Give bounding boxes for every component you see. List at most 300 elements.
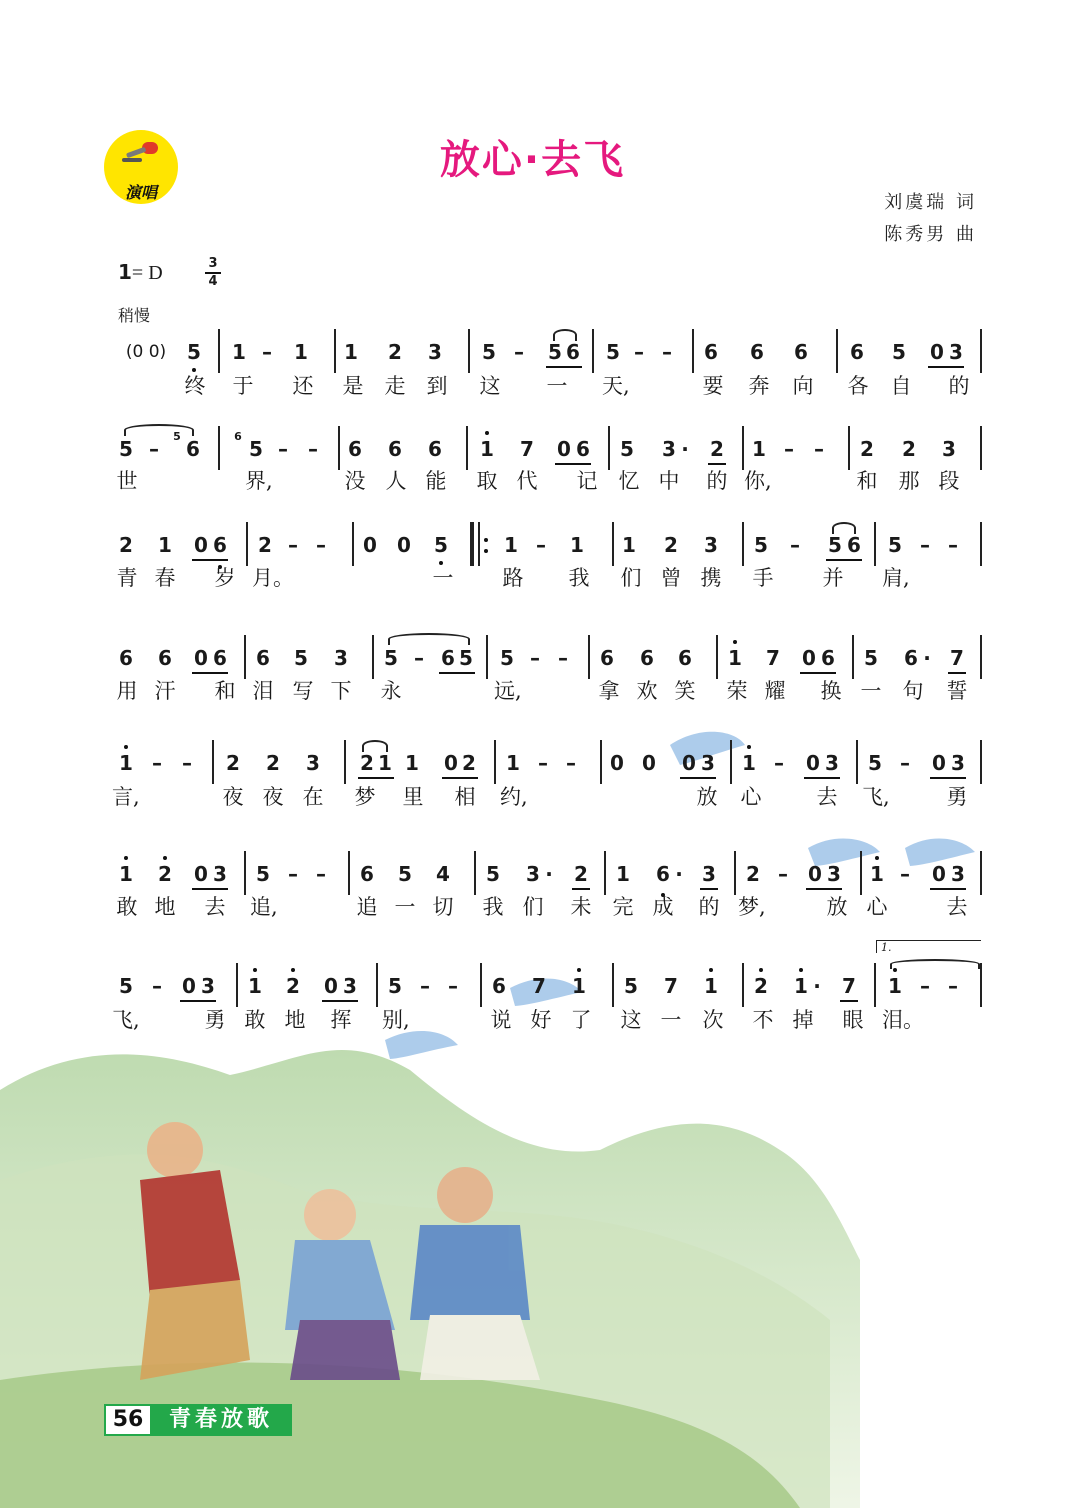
note: 2 [258, 533, 272, 557]
note: – [288, 862, 298, 886]
lyric: 路 [502, 566, 524, 590]
page-number: 56 [104, 1404, 152, 1436]
lyric: 的 [706, 469, 728, 493]
section-label: 青春放歌 [150, 1404, 292, 1436]
note: 0 [806, 751, 820, 775]
notation-line-2 [0, 432, 1065, 466]
note: 6 [256, 646, 270, 670]
lyric: 天, [602, 374, 630, 398]
note: 5 [482, 340, 496, 364]
lyric: 段 [938, 469, 960, 493]
lyric: 泪。 [882, 1008, 924, 1032]
note: 5 [256, 862, 270, 886]
note: 5 [388, 974, 402, 998]
lyric: 眼 [842, 1008, 864, 1032]
note: – [288, 533, 298, 557]
note: 2 [902, 437, 916, 461]
note: – [316, 533, 326, 557]
note: 0 [324, 974, 338, 998]
time-signature-bottom: 4 [208, 273, 218, 289]
note: 6 [428, 437, 442, 461]
note: 7 [520, 437, 534, 461]
note: – [530, 646, 540, 670]
lyric: 挥 [330, 1008, 352, 1032]
note: 1 [870, 862, 884, 886]
key-signature [118, 260, 163, 285]
lyric: 约, [500, 785, 528, 809]
lyric: 相 [454, 785, 476, 809]
lyric: 一 [860, 679, 882, 703]
note: 6 [213, 533, 227, 557]
note: 2 [388, 340, 402, 364]
note: 5 [606, 340, 620, 364]
note: 6 [794, 340, 808, 364]
lyric: 记 [576, 469, 598, 493]
note: – [420, 974, 430, 998]
notation-line-5 [0, 746, 1065, 780]
lyric: 你, [744, 469, 772, 493]
lyric: 在 [302, 785, 324, 809]
lyric: 远, [494, 679, 522, 703]
note: 2 [860, 437, 874, 461]
lyricist-credit: 刘虞瑞 词 [884, 192, 977, 213]
lyric: 取 [476, 469, 498, 493]
lyric: 好 [530, 1008, 552, 1032]
note: – [900, 862, 910, 886]
lyric: 次 [702, 1008, 724, 1032]
lyric: 人 [385, 469, 407, 493]
lyric: 敢 [116, 895, 138, 919]
key-prefix: 1 [118, 260, 132, 284]
lyric: 肩, [882, 566, 910, 590]
note: 0 [397, 533, 411, 557]
note: – [308, 437, 318, 461]
note: 0 [808, 862, 822, 886]
lyric: 月。 [252, 566, 294, 590]
note: 3 [951, 862, 965, 886]
note: 5 [754, 533, 768, 557]
lyric: 去 [204, 895, 226, 919]
note: 5 [187, 340, 201, 364]
note: 2 [226, 751, 240, 775]
note: 4 [436, 862, 450, 886]
note: 1 [570, 533, 584, 557]
note: 0 [642, 751, 656, 775]
lyric: 于 [232, 374, 254, 398]
lyric: 一 [546, 374, 568, 398]
note: – [262, 340, 272, 364]
grace-note: 6 [234, 430, 242, 443]
time-signature [205, 257, 221, 289]
note: – [448, 974, 458, 998]
note: 2 [158, 862, 172, 886]
note: 6 [441, 646, 455, 670]
note: 6 [750, 340, 764, 364]
lyric: 用 [116, 679, 138, 703]
lyric: 界, [245, 469, 273, 493]
note: 0 [932, 862, 946, 886]
lyric: 我 [568, 566, 590, 590]
notation-line-3 [0, 528, 1065, 562]
lyric-line-3 [0, 565, 1065, 591]
note: 3 [825, 751, 839, 775]
note: 5 [892, 340, 906, 364]
tempo-marking: 稍慢 [118, 306, 151, 325]
lyric-line-4 [0, 678, 1065, 704]
lyric: 携 [700, 566, 722, 590]
note: 1 [794, 974, 808, 998]
lyric: 代 [516, 469, 538, 493]
lyric: 句 [902, 679, 924, 703]
lyric: 完 [612, 895, 634, 919]
lyric: 夜 [262, 785, 284, 809]
lyric-line-6 [0, 894, 1065, 920]
volta-label: 1. [881, 941, 892, 954]
notation-line-4 [0, 641, 1065, 675]
note: 3 [428, 340, 442, 364]
lyric: 没 [344, 469, 366, 493]
lyric: 的 [698, 895, 720, 919]
lyric: 去 [946, 895, 968, 919]
note: 1 [752, 437, 766, 461]
lyric-line-7 [0, 1007, 1065, 1033]
lyric: 忆 [618, 469, 640, 493]
note: 3 [951, 751, 965, 775]
note: 1 [506, 751, 520, 775]
note: 5 [398, 862, 412, 886]
note: 1 [378, 751, 392, 775]
note: 1 [704, 974, 718, 998]
lyric: 飞, [862, 785, 890, 809]
note: 3 [213, 862, 227, 886]
lyric: 下 [330, 679, 352, 703]
note: 7 [664, 974, 678, 998]
notation-line-6 [0, 857, 1065, 891]
note: 6 [847, 533, 861, 557]
lyric-line-5 [0, 784, 1065, 810]
lyric: 心 [740, 785, 762, 809]
note: 1 [622, 533, 636, 557]
dot: · [923, 646, 931, 670]
note: 2 [574, 862, 588, 886]
lyric: 们 [522, 895, 544, 919]
dot: · [545, 862, 553, 886]
lyric: 一 [432, 566, 454, 590]
note: – [152, 751, 162, 775]
lyric: 梦 [354, 785, 376, 809]
lyric: 地 [154, 895, 176, 919]
lyric: 世 [116, 469, 138, 493]
note: – [948, 974, 958, 998]
grace-note: 5 [173, 430, 181, 443]
note: 1 [344, 340, 358, 364]
note: – [774, 751, 784, 775]
lyric: 曾 [660, 566, 682, 590]
lyric: 自 [890, 374, 912, 398]
note: 3 [701, 751, 715, 775]
lyric: 说 [490, 1008, 512, 1032]
note: 3 [662, 437, 676, 461]
lyric: 不 [752, 1008, 774, 1032]
note: 5 [384, 646, 398, 670]
lyric: 里 [402, 785, 424, 809]
note: 1 [232, 340, 246, 364]
note: 0 [557, 437, 571, 461]
lyric: 奔 [748, 374, 770, 398]
lyric: 放 [696, 785, 718, 809]
note: – [814, 437, 824, 461]
lyric: 要 [702, 374, 724, 398]
note: 3 [526, 862, 540, 886]
note: – [414, 646, 424, 670]
note: 0 [802, 646, 816, 670]
note: 6 [213, 646, 227, 670]
note: 5 [486, 862, 500, 886]
note: 6 [656, 862, 670, 886]
note: 2 [286, 974, 300, 998]
note: – [900, 751, 910, 775]
note: 7 [842, 974, 856, 998]
lyric: 欢 [636, 679, 658, 703]
lyric: 勇 [946, 785, 968, 809]
note: 1 [572, 974, 586, 998]
note: – [566, 751, 576, 775]
note: 6 [360, 862, 374, 886]
lyric: 敢 [244, 1008, 266, 1032]
note: 6 [600, 646, 614, 670]
note: 5 [119, 974, 133, 998]
pickup-rests: (0 0) [125, 342, 167, 362]
note: – [278, 437, 288, 461]
note: 6 [821, 646, 835, 670]
note: 6 [576, 437, 590, 461]
note: 0 [610, 751, 624, 775]
composer-credit: 陈秀男 曲 [884, 224, 977, 245]
lyric: 成 [652, 895, 674, 919]
lyric: 春 [154, 566, 176, 590]
lyric: 拿 [598, 679, 620, 703]
lyric: 放 [826, 895, 848, 919]
note: 2 [664, 533, 678, 557]
lyric: 写 [292, 679, 314, 703]
lyric: 一 [394, 895, 416, 919]
note: 1 [248, 974, 262, 998]
lyric: 手 [752, 566, 774, 590]
note: 6 [678, 646, 692, 670]
lyric: 我 [482, 895, 504, 919]
lyric-line-2 [0, 468, 1065, 494]
note: 7 [532, 974, 546, 998]
note: – [778, 862, 788, 886]
note: 6 [640, 646, 654, 670]
note: 1 [158, 533, 172, 557]
notation-line-7 [0, 969, 1065, 1003]
note: 6 [566, 340, 580, 364]
lyric: 那 [898, 469, 920, 493]
lyric: 心 [866, 895, 888, 919]
lyric: 能 [425, 469, 447, 493]
lyric-line-1 [0, 373, 1065, 399]
note: 3 [827, 862, 841, 886]
lyric: 追, [250, 895, 278, 919]
lyric: 岁 [214, 566, 236, 590]
dot: · [675, 862, 683, 886]
lyric: 汗 [154, 679, 176, 703]
time-signature-top: 3 [208, 256, 218, 271]
lyric: 终 [184, 374, 206, 398]
lyric: 追 [356, 895, 378, 919]
lyric: 各 [847, 374, 869, 398]
note: 3 [343, 974, 357, 998]
lyric: 这 [620, 1008, 642, 1032]
note: 6 [388, 437, 402, 461]
lyric: 是 [342, 374, 364, 398]
lyric: 切 [432, 895, 454, 919]
notation-line-1 [0, 335, 1065, 369]
note: 5 [434, 533, 448, 557]
note: 1 [616, 862, 630, 886]
note: 1 [405, 751, 419, 775]
lyric: 夜 [222, 785, 244, 809]
lyric: 和 [856, 469, 878, 493]
lyric: 梦, [738, 895, 766, 919]
note: 2 [462, 751, 476, 775]
lyric: 和 [214, 679, 236, 703]
note: 7 [950, 646, 964, 670]
note: 2 [710, 437, 724, 461]
lyric: 向 [792, 374, 814, 398]
lyric: 泪 [252, 679, 274, 703]
note: 5 [868, 751, 882, 775]
note: 5 [620, 437, 634, 461]
note: – [920, 533, 930, 557]
note: 0 [930, 340, 944, 364]
note: 5 [459, 646, 473, 670]
note: – [152, 974, 162, 998]
lyric: 别, [382, 1008, 410, 1032]
note: 0 [194, 646, 208, 670]
note: – [538, 751, 548, 775]
lyric: 到 [426, 374, 448, 398]
note: – [514, 340, 524, 364]
note: – [662, 340, 672, 364]
note: 2 [119, 533, 133, 557]
note: 5 [249, 437, 263, 461]
note: – [948, 533, 958, 557]
note: 7 [766, 646, 780, 670]
note: 3 [942, 437, 956, 461]
note: 3 [949, 340, 963, 364]
note: – [536, 533, 546, 557]
lyric: 还 [292, 374, 314, 398]
note: 2 [266, 751, 280, 775]
note: 3 [306, 751, 320, 775]
lyric: 这 [479, 374, 501, 398]
note: 2 [360, 751, 374, 775]
note: 3 [334, 646, 348, 670]
note: 5 [500, 646, 514, 670]
badge-label: 演唱 [124, 183, 157, 202]
lyric: 誓 [946, 679, 968, 703]
note: – [316, 862, 326, 886]
lyric: 笑 [674, 679, 696, 703]
note: 0 [194, 533, 208, 557]
lyric: 了 [570, 1008, 592, 1032]
note: – [634, 340, 644, 364]
key-rest: = D [131, 262, 163, 284]
note: 1 [480, 437, 494, 461]
lyric: 去 [816, 785, 838, 809]
note: 5 [548, 340, 562, 364]
lyric: 飞, [112, 1008, 140, 1032]
note: – [182, 751, 192, 775]
note: 1 [742, 751, 756, 775]
lyric: 青 [116, 566, 138, 590]
note: 1 [119, 751, 133, 775]
note: 0 [682, 751, 696, 775]
lyric: 勇 [204, 1008, 226, 1032]
note: 6 [119, 646, 133, 670]
lyric: 们 [620, 566, 642, 590]
note: 6 [850, 340, 864, 364]
lyric: 一 [660, 1008, 682, 1032]
note: – [558, 646, 568, 670]
note: – [784, 437, 794, 461]
note: 0 [444, 751, 458, 775]
song-title: 放心·去飞 [439, 137, 626, 183]
note: 2 [746, 862, 760, 886]
note: 5 [119, 437, 133, 461]
lyric: 地 [284, 1008, 306, 1032]
note: 0 [182, 974, 196, 998]
lyric: 的 [948, 374, 970, 398]
lyric: 掉 [792, 1008, 814, 1032]
lyric: 走 [384, 374, 406, 398]
note: 5 [294, 646, 308, 670]
note: 0 [363, 533, 377, 557]
note: 6 [492, 974, 506, 998]
lyric: 荣 [726, 679, 748, 703]
note: – [920, 974, 930, 998]
note: 6 [704, 340, 718, 364]
note: 5 [888, 533, 902, 557]
note: 1 [728, 646, 742, 670]
lyric: 换 [820, 679, 842, 703]
note: 3 [201, 974, 215, 998]
note: 5 [624, 974, 638, 998]
note: – [790, 533, 800, 557]
dot: · [813, 974, 821, 998]
note: 1 [504, 533, 518, 557]
note: 3 [702, 862, 716, 886]
note: 5 [828, 533, 842, 557]
first-ending-bracket [876, 940, 981, 953]
lyric: 未 [570, 895, 592, 919]
note: 0 [194, 862, 208, 886]
note: 6 [348, 437, 362, 461]
note: 6 [904, 646, 918, 670]
note: 5 [864, 646, 878, 670]
note: 0 [932, 751, 946, 775]
note: 6 [186, 437, 200, 461]
lyric: 耀 [764, 679, 786, 703]
note: 1 [119, 862, 133, 886]
lyric: 言, [112, 785, 140, 809]
lyric: 永 [380, 679, 402, 703]
note: 2 [754, 974, 768, 998]
note: 1 [294, 340, 308, 364]
note: 6 [158, 646, 172, 670]
